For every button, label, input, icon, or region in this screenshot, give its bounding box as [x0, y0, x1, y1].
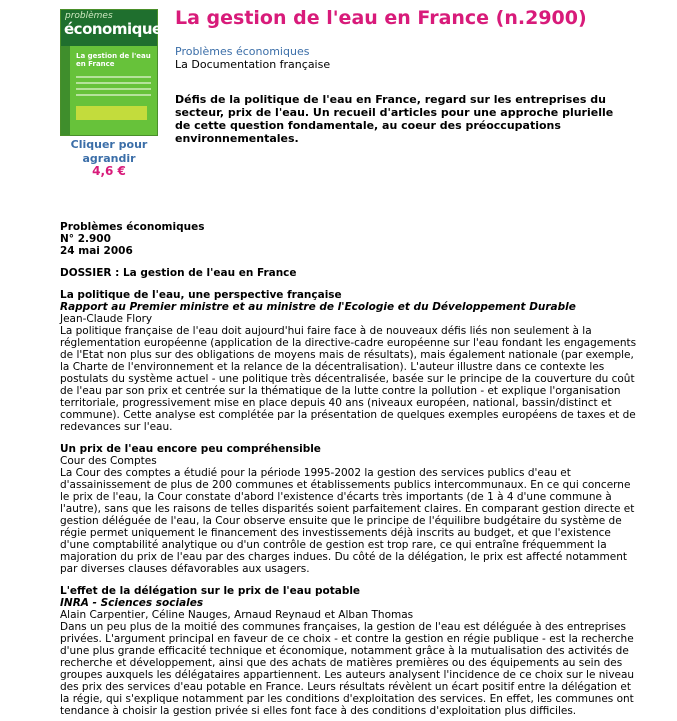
cover-text-lines — [76, 72, 151, 100]
issue-number: N° 2.900 — [60, 233, 111, 245]
article-text: Dans un peu plus de la moitié des communes françaises, la gestion de l'eau est déléguée à des entreprises privées. L'argument principal en faveur de ce choix - et contre la gestion en régie publique - est la recherche d'une plus grande efficacité technique et économique, notamment grâce à la mutualisation des activités de recherche et développement, ainsi que des achats de matières premières ou des équipements au sein des groupes auxquels les délégataires appartiennent. Les auteurs analysent l'incidence de ce choix sur le niveau des prix des services d'eau potable en France. Leurs résultats révèlent un écart positif entre la délégation et la régie, qui s'explique notamment par les conditions d'exploitation des services. En effet, les communes ont tendance à choisir la gestion privée si elles font face à des conditions d'exploitation plus difficiles. — [60, 621, 635, 717]
page-title: La gestion de l'eau en France (n.2900) — [175, 7, 587, 29]
price: 4,6 € — [92, 164, 126, 178]
article-title: Un prix de l'eau encore peu compréhensible — [60, 443, 321, 455]
cover-side-band — [61, 46, 70, 135]
article-3 — [60, 585, 640, 717]
article-author: Cour des Comptes — [60, 455, 157, 467]
article-title: L'effet de la délégation sur le prix de l'eau potable — [60, 585, 361, 597]
article-2 — [60, 443, 640, 575]
cover-brand-line1: problèmes — [65, 11, 113, 21]
main-content — [60, 221, 640, 717]
article-author: Jean-Claude Flory — [60, 313, 153, 325]
cover-brand-line2: économiques — [64, 20, 171, 38]
summary: Défis de la politique de l'eau en France, regard sur les entreprises du secteur, prix de l'eau. Un recueil d'articles pour une approche plurielle de cette question fondamentale, au coeur des préoccupations environnementales. — [175, 93, 614, 145]
article-text: La Cour des comptes a étudié pour la période 1995-2002 la gestion des services publics d'eau et d'assainissement de plus de 200 communes et établissements publics intercommunaux. En ce qui concerne le prix de l'eau, la Cour constate d'abord l'existence d'écarts très importants (de 1 à 4 d'une commune à l'autre), sans que les raisons de telles disparités soient parfaitement claires. En comparant gestion directe et gestion déléguée de l'eau, la Cour observe ensuite que le principe de l'équilibre budgétaire du système de régie permet uniquement le financement des investissements déjà inscrits au budget, et que l'existence d'une comptabilité analytique ou d'un contrôle de gestion est trop rare, ce qui entraîne fréquemment la majoration du prix de l'eau par des charges indues. Du côté de la délégation, le prix est affecté notamment par diverses clauses défavorables aux usagers. — [60, 467, 635, 575]
issue-date: 24 mai 2006 — [60, 245, 133, 257]
publisher: La Documentation française — [175, 58, 331, 71]
article-subtitle: Rapport au Premier ministre et au ministre de l'Ecologie et du Développement Durable — [60, 301, 576, 313]
enlarge-link[interactable]: Cliquer pour agrandir — [70, 138, 148, 165]
article-subtitle: INRA - Sciences sociales — [60, 597, 204, 609]
cover-yellow-band — [76, 106, 147, 120]
article-author: Alain Carpentier, Céline Nauges, Arnaud Reynaud et Alban Thomas — [60, 609, 414, 621]
collection-link[interactable]: Problèmes économiques — [175, 45, 310, 58]
dossier-heading: DOSSIER : La gestion de l'eau en France — [60, 267, 297, 279]
cover-thumbnail[interactable] — [60, 9, 171, 136]
issue-meta — [60, 221, 640, 257]
issue-journal: Problèmes économiques — [60, 221, 205, 233]
article-title: La politique de l'eau, une perspective française — [60, 289, 342, 301]
cover-title: La gestion de l'eau en France — [76, 52, 151, 68]
article-text: La politique française de l'eau doit aujourd'hui faire face à de nouveaux défis liés non seulement à la réglementation européenne (application de la directive-cadre européenne sur l'eau fondant les engagements de l'Etat non plus sur des obligations de moyens mais de résultats), mais également nationale (par exemple, la Charte de l'environnement et la relance de la décentralisation). L'auteur illustre dans ce contexte les postulats du système actuel - une politique très décentralisée, basée sur le principe de la couverture du coût de l'eau par son prix et centrée sur la thématique de la lutte contre la pollution - et explique l'organisation territoriale, progressivement mise en place depuis 40 ans (niveaux européen, national, bassin/distinct et commune). Cette analyse est complétée par la présentation de quelques exemples européens de taxes et de redevances sur l'eau. — [60, 325, 637, 433]
article-1 — [60, 289, 640, 433]
